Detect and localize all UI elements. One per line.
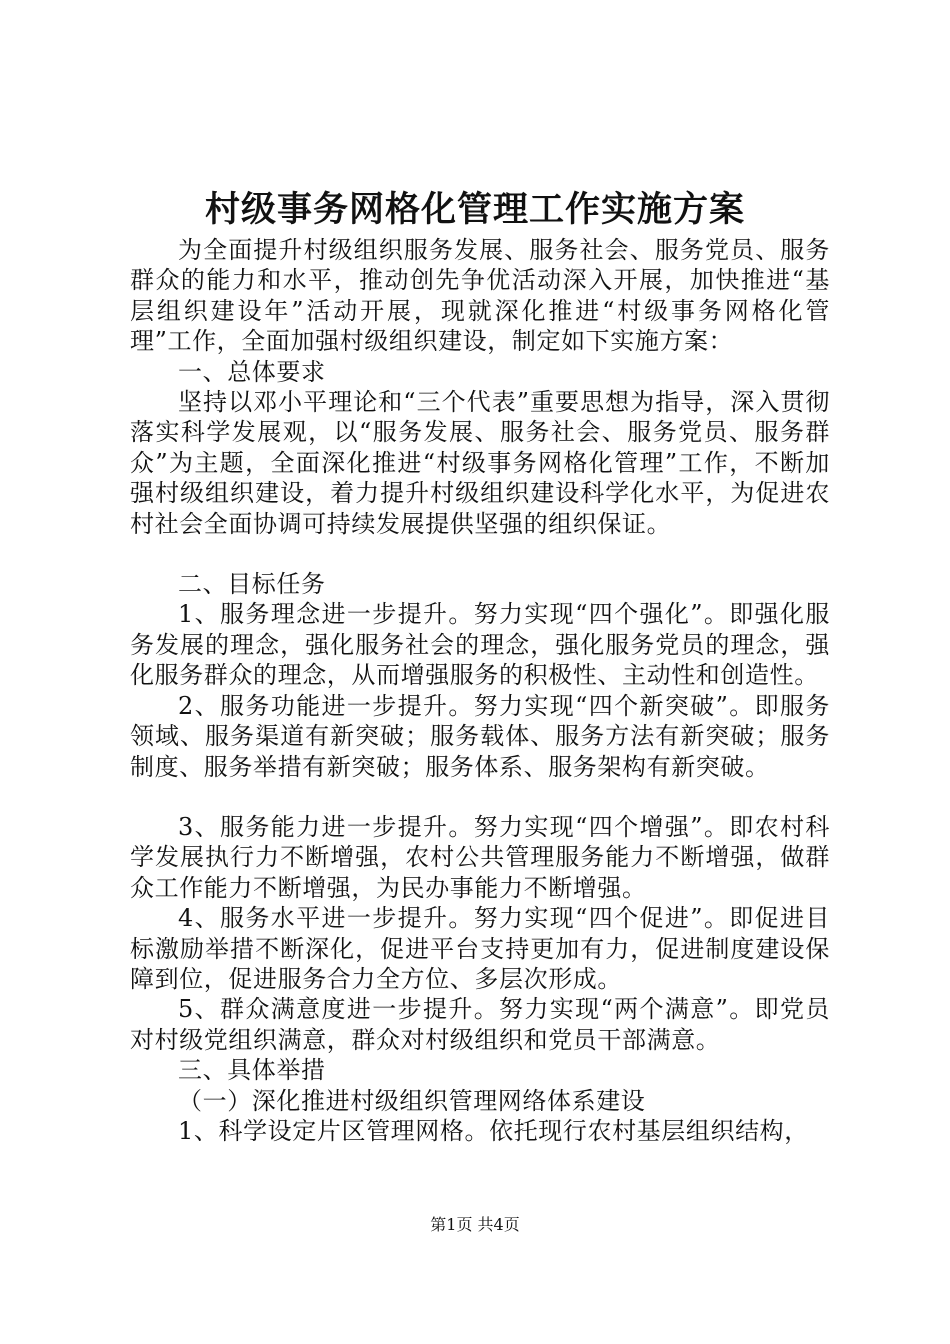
objective-item-5: 5、群众满意度进一步提升。努力实现“两个满意”。即党员对村级党组织满意，群众对村级组织和党员干部满意。 [130, 995, 830, 1054]
paragraph-spacer [130, 539, 830, 569]
section-heading-objectives: 二、目标任务 [178, 570, 326, 599]
objective-item-1: 1、服务理念进一步提升。努力实现“四个强化”。即强化服务发展的理念，强化服务社会的理念，强化服务党员的理念，强化服务群众的理念，从而增强服务的积极性、主动性和创造性。 [130, 600, 830, 690]
intro-paragraph: 为全面提升村级组织服务发展、服务社会、服务党员、服务群众的能力和水平，推动创先争优活动深入开展，加快推进“基层组织建设年”活动开展，现就深化推进“村级事务网格化管理”工作，全面加强村级组织建设，制定如下实施方案： [130, 236, 830, 356]
measure-item-1: 1、科学设定片区管理网格。依托现行农村基层组织结构， [178, 1116, 809, 1145]
paragraph-spacer [130, 782, 830, 812]
document-body [130, 235, 830, 1146]
subsection-heading-1: （一）深化推进村级组织管理网络体系建设 [178, 1086, 646, 1115]
document-title: 村级事务网格化管理工作实施方案 [204, 190, 745, 230]
section-heading-measures: 三、具体举措 [178, 1056, 326, 1085]
page-footer: 第1页 共4页 [430, 1215, 520, 1234]
section-heading-general-requirements: 一、总体要求 [178, 357, 326, 386]
general-requirements-paragraph: 坚持以邓小平理论和“三个代表”重要思想为指导，深入贯彻落实科学发展观，以“服务发展、服务社会、服务党员、服务群众”为主题，全面深化推进“村级事务网格化管理”工作，不断加强村级组织建设，着力提升村级组织建设科学化水平，为促进农村社会全面协调可持续发展提供坚强的组织保证。 [130, 388, 830, 538]
objective-item-4: 4、服务水平进一步提升。努力实现“四个促进”。即促进目标激励举措不断深化，促进平台支持更加有力，促进制度建设保障到位，促进服务合力全方位、多层次形成。 [130, 904, 830, 993]
objective-item-3: 3、服务能力进一步提升。努力实现“四个增强”。即农村科学发展执行力不断增强，农村公共管理服务能力不断增强，做群众工作能力不断增强，为民办事能力不断增强。 [130, 812, 830, 902]
objective-item-2: 2、服务功能进一步提升。努力实现“四个新突破”。即服务领域、服务渠道有新突破；服务载体、服务方法有新突破；服务制度、服务举措有新突破；服务体系、服务架构有新突破。 [130, 691, 830, 781]
